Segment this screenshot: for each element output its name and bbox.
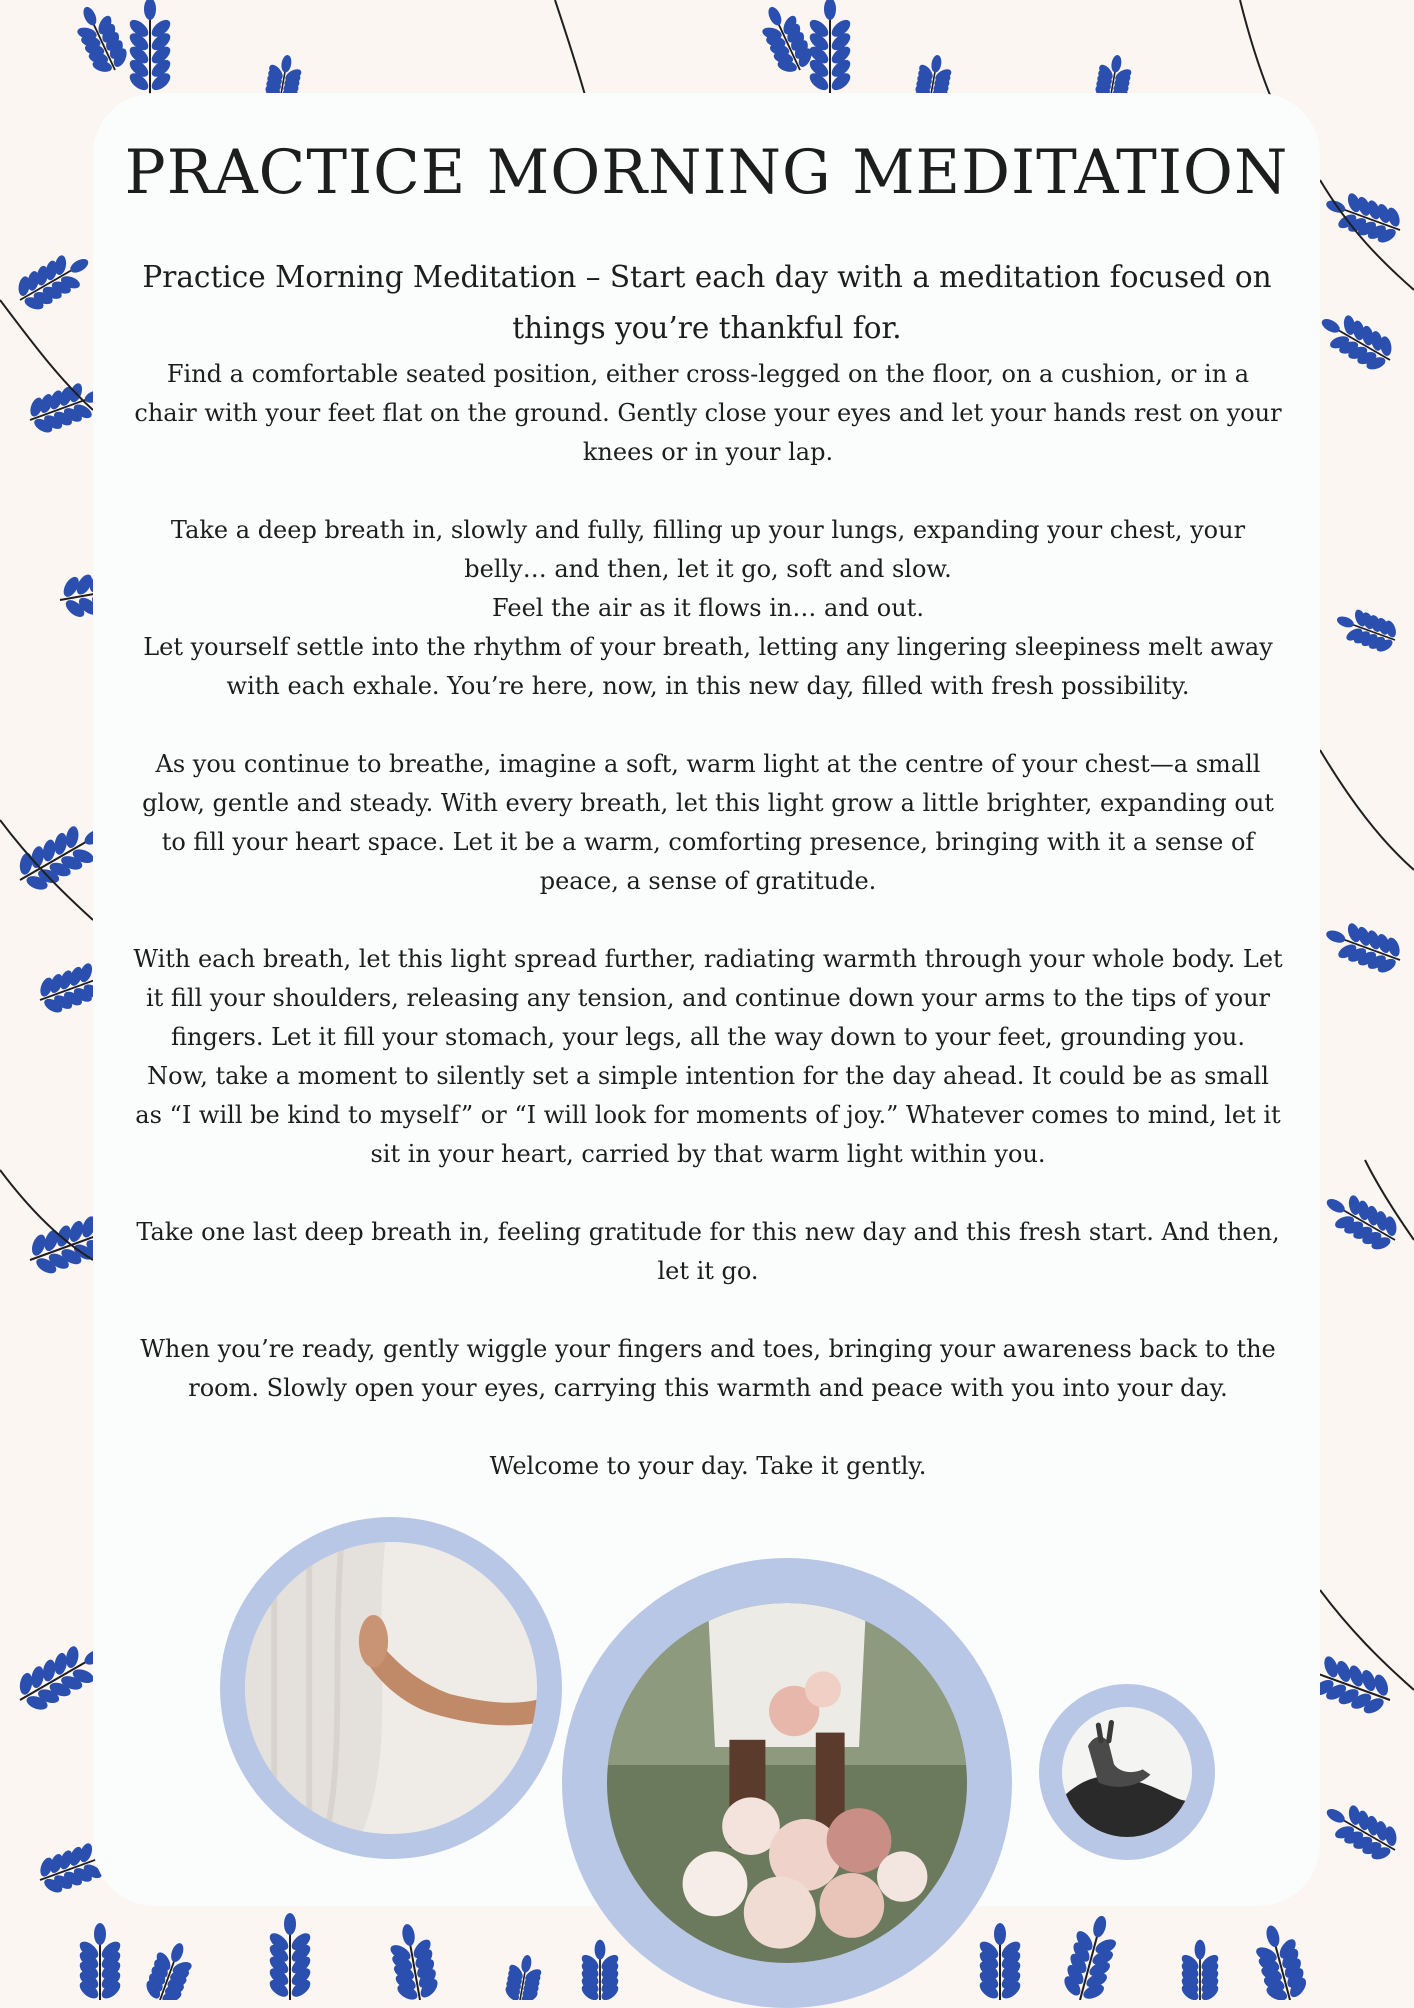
paragraph: Feel the air as it flows in… and out.: [492, 594, 924, 622]
branch-line: [1320, 750, 1414, 870]
branch-line: [1240, 0, 1270, 95]
paragraph: With each breath, let this light spread further, radiating warmth through your whole body. Let it fill your shoulders, releasing any tension, and continue down your arms to the tips of your fingers. Let it fill your stomach, your legs, all the way down to your feet, grounding you.: [133, 945, 1283, 1051]
page-subtitle: Practice Morning Meditation – Start each day with a meditation focused on things you’re thankful for.: [142, 260, 1272, 345]
flower-bouquet-photo-frame: [562, 1558, 1012, 2008]
paragraph: Take one last deep breath in, feeling gratitude for this new day and this fresh start. And then, let it go.: [136, 1218, 1280, 1285]
leaf-sprig: [1312, 303, 1401, 378]
leaf-sprig: [1319, 914, 1407, 980]
paragraph: Let yourself settle into the rhythm of your breath, letting any lingering sleepiness melt away with each exhale. You’re here, now, in this new day, filled with fresh possibility.: [143, 633, 1273, 700]
branch-line: [555, 0, 585, 95]
leaf-sprig: [752, 0, 820, 80]
paragraph-gap: [133, 1291, 1283, 1330]
meditation-hand-photo-frame: [1039, 1684, 1215, 1860]
paragraph: As you continue to breathe, imagine a soft, warm light at the centre of your chest—a small glow, gentle and steady. With every breath, let this light grow a little brighter, expanding out to fill your heart space. Let it be a warm, comforting presence, bringing with it a sense of peace, a sense of gratitude.: [142, 750, 1274, 895]
leaf-sprig: [1317, 1793, 1406, 1868]
leaf-sprig: [127, 0, 174, 95]
leaf-sprig: [501, 1952, 546, 2000]
paragraph: Take a deep breath in, slowly and fully, filling up your lungs, expanding your chest, your belly… and then, let it go, soft and slow.: [170, 516, 1246, 583]
leaf-sprig: [977, 1923, 1024, 2000]
paragraph-gap: [133, 901, 1283, 940]
page-title: PRACTICE MORNING MEDITATION: [124, 137, 1289, 208]
paragraph-gap: [133, 1174, 1283, 1213]
leaf-sprig: [77, 1923, 124, 2000]
leaf-sprig: [267, 1913, 314, 2000]
paragraph: When you’re ready, gently wiggle your fingers and toes, bringing your awareness back to the room. Slowly open your eyes, carrying this warmth and peace with you into your day.: [140, 1335, 1276, 1402]
leaf-sprig: [807, 0, 854, 95]
leaf-sprig: [579, 1940, 621, 2000]
leaf-sprig: [139, 1936, 200, 2000]
paragraph-gap: [133, 1408, 1283, 1447]
flower-bouquet-photo: [607, 1603, 967, 1963]
leaf-sprig: [67, 0, 135, 80]
curtain-hand-photo-frame: [220, 1517, 562, 1859]
paragraph-gap: [133, 706, 1283, 745]
leaf-sprig: [1331, 601, 1403, 658]
leaf-sprig: [1317, 1183, 1406, 1258]
leaf-sprig: [10, 243, 99, 318]
branch-line: [1320, 180, 1414, 290]
curtain-hand-photo: [245, 1542, 537, 1834]
paragraph: Find a comfortable seated position, either cross-legged on the floor, on a cushion, or in a chair with your feet flat on the ground. Gently close your eyes and let your hands rest on your knees or in your lap.: [134, 360, 1282, 466]
leaf-sprig: [1248, 1920, 1313, 2000]
leaf-sprig: [384, 1920, 444, 2000]
leaf-sprig: [1179, 1940, 1221, 2000]
closing-line: Welcome to your day. Take it gently.: [489, 1452, 927, 1480]
paragraph: Now, take a moment to silently set a simple intention for the day ahead. It could be as small as “I will be kind to myself” or “I will look for moments of joy.” Whatever comes to mind, let it sit in your heart, carried by that warm light within you.: [135, 1062, 1281, 1168]
meditation-hand-photo: [1062, 1707, 1192, 1837]
leaf-sprig: [1058, 1910, 1125, 2000]
paragraph-gap: [133, 472, 1283, 511]
meditation-text: [133, 355, 1283, 1486]
